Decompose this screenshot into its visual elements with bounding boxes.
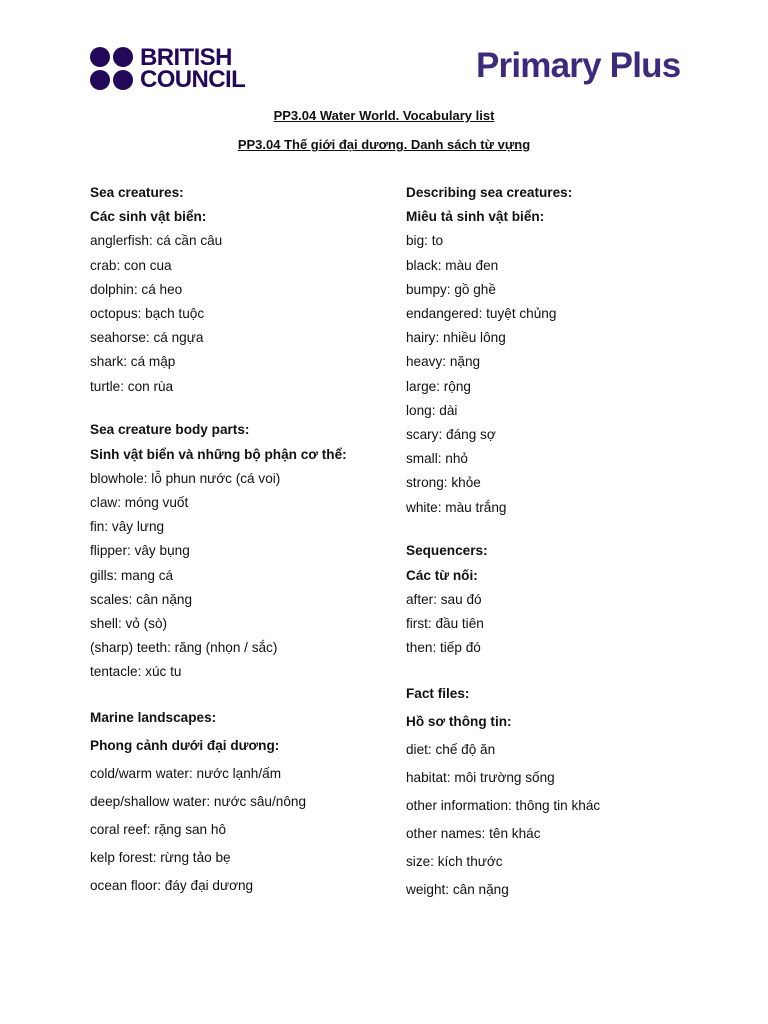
document-title-vi: PP3.04 Thế giới đại dương. Danh sách từ vựng [237, 137, 531, 152]
vocab-item: bumpy: gồ ghề [406, 281, 496, 297]
vocab-item: turtle: con rùa [90, 378, 174, 394]
section-heading-en: Fact files: [406, 686, 470, 702]
british-council-wordmark-line1: BRITISH [140, 44, 232, 71]
british-council-wordmark-line2: COUNCIL [140, 66, 246, 93]
vocab-item: scary: đáng sợ [406, 427, 496, 443]
section-marine-landscapes [90, 704, 420, 900]
section-heading-vi: Hồ sơ thông tin: [406, 714, 512, 730]
vocab-item: small: nhỏ [406, 451, 468, 467]
right-column [406, 181, 736, 904]
vocab-item: after: sau đó [406, 591, 482, 607]
vocab-item: strong: khỏe [406, 475, 481, 491]
section-sequencers [406, 539, 736, 660]
vocab-item: first: đầu tiên [406, 616, 484, 632]
vocab-item: long: dài [406, 402, 458, 418]
document-title-en: PP3.04 Water World. Vocabulary list [273, 108, 495, 123]
section-body-parts [90, 418, 420, 684]
vocab-item: other names: tên khác [406, 826, 541, 842]
vocab-item: shark: cá mập [90, 354, 176, 370]
vocab-item: hairy: nhiều lông [406, 330, 506, 346]
vocab-item: then: tiếp đó [406, 640, 481, 656]
vocab-item: kelp forest: rừng tảo bẹ [90, 850, 231, 866]
vocab-item: weight: cân nặng [406, 882, 509, 898]
vocab-item: coral reef: rặng san hô [90, 822, 227, 838]
section-fact-files [406, 680, 736, 904]
vocab-item: gills: mang cá [90, 567, 174, 583]
left-column [90, 181, 420, 900]
vocab-item: cold/warm water: nước lạnh/ấm [90, 766, 282, 782]
vocab-item: tentacle: xúc tu [90, 664, 182, 680]
vocab-item: shell: vỏ (sò) [90, 616, 168, 632]
vocab-item: large: rộng [406, 378, 471, 394]
section-describing-sea-creatures [406, 181, 736, 520]
section-heading-vi: Sinh vật biển và những bộ phận cơ thể: [90, 446, 347, 462]
section-heading-en: Sequencers: [406, 543, 488, 559]
vocab-item: habitat: môi trường sống [406, 770, 555, 786]
vocab-item: flipper: vây bụng [90, 543, 190, 559]
vocab-item: big: to [406, 233, 444, 249]
section-heading-vi: Các từ nối: [406, 567, 478, 583]
vocab-item: heavy: nặng [406, 354, 481, 370]
vocab-item: dolphin: cá heo [90, 281, 183, 297]
british-council-dots-icon [90, 47, 134, 91]
section-heading-vi: Phong cảnh dưới đại dương: [90, 738, 280, 754]
british-council-logo [90, 46, 245, 92]
vocab-item: (sharp) teeth: răng (nhọn / sắc) [90, 640, 278, 656]
vocab-item: black: màu đen [406, 257, 499, 273]
vocab-item: size: kích thước [406, 854, 503, 870]
section-heading-en: Sea creature body parts: [90, 422, 250, 438]
vocab-item: diet: chế độ ăn [406, 742, 496, 758]
vocab-item: deep/shallow water: nước sâu/nông [90, 794, 307, 810]
vocab-item: ocean floor: đáy đại dương [90, 878, 254, 894]
vocab-item: other information: thông tin khác [406, 798, 601, 814]
vocab-item: blowhole: lỗ phun nước (cá voi) [90, 470, 281, 486]
vocab-item: endangered: tuyệt chủng [406, 306, 557, 322]
section-heading-en: Describing sea creatures: [406, 185, 573, 200]
section-heading-vi: Miêu tả sinh vật biển: [406, 209, 545, 225]
vocab-item: white: màu trắng [406, 499, 507, 515]
vocab-item: seahorse: cá ngựa [90, 330, 204, 346]
vocab-item: claw: móng vuốt [90, 495, 189, 511]
vocab-item: fin: vây lưng [90, 519, 165, 535]
section-heading-vi: Các sinh vật biển: [90, 209, 207, 225]
vocab-item: anglerfish: cá cần câu [90, 233, 223, 249]
vocab-item: scales: cân nặng [90, 591, 193, 607]
section-heading-en: Sea creatures: [90, 185, 184, 200]
vocab-item: crab: con cua [90, 257, 172, 273]
primary-plus-logo: Primary Plus [476, 46, 681, 85]
vocab-item: octopus: bạch tuộc [90, 306, 205, 322]
section-sea-creatures [90, 181, 420, 399]
section-heading-en: Marine landscapes: [90, 710, 217, 726]
